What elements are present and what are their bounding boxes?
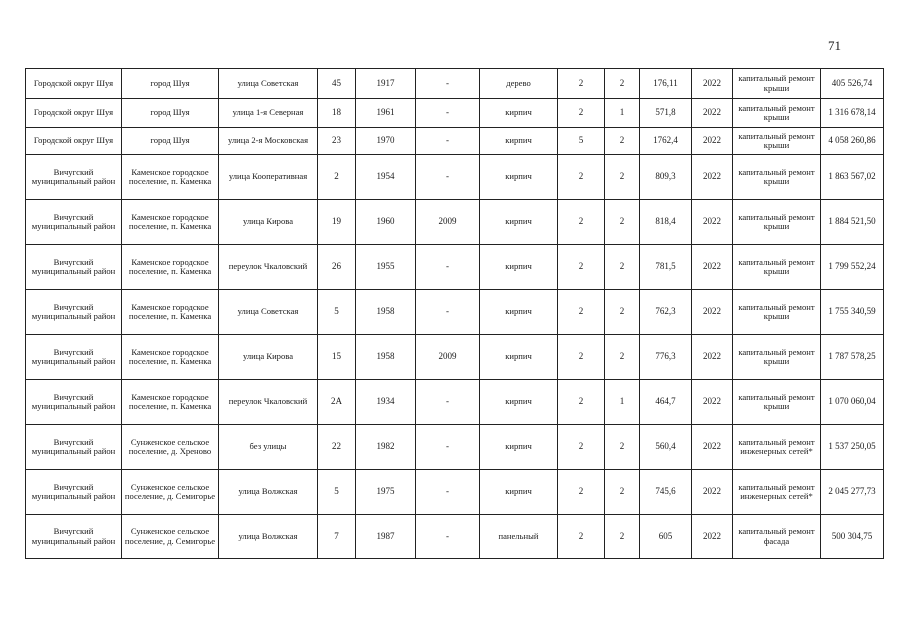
year-renovated-cell: 2009: [416, 335, 480, 380]
floors-cell: 2: [558, 380, 605, 425]
year-renovated-cell: -: [416, 69, 480, 99]
work-type-cell: капитальный ремонт крыши: [733, 380, 821, 425]
year-renovated-cell: -: [416, 380, 480, 425]
wall-material-cell: кирпич: [480, 335, 558, 380]
settlement-cell: город Шуя: [122, 99, 219, 128]
entrances-cell: 2: [605, 128, 640, 155]
municipality-cell: Вичугский муниципальный район: [26, 380, 122, 425]
table-row: [26, 425, 884, 470]
year-built-cell: 1970: [356, 128, 416, 155]
entrances-cell: 2: [605, 245, 640, 290]
municipality-cell: Вичугский муниципальный район: [26, 425, 122, 470]
year-renovated-cell: -: [416, 99, 480, 128]
house-number-cell: 5: [318, 470, 356, 515]
area-cell: 571,8: [640, 99, 692, 128]
area-cell: 818,4: [640, 200, 692, 245]
year-built-cell: 1987: [356, 515, 416, 559]
table-row: [26, 155, 884, 200]
table-row: [26, 470, 884, 515]
table-row: [26, 335, 884, 380]
area-cell: 809,3: [640, 155, 692, 200]
year-renovated-cell: -: [416, 245, 480, 290]
cost-cell: 1 070 060,04: [821, 380, 884, 425]
cost-cell: 1 755 340,59: [821, 290, 884, 335]
work-type-cell: капитальный ремонт фасада: [733, 515, 821, 559]
work-type-cell: капитальный ремонт крыши: [733, 200, 821, 245]
year-renovated-cell: -: [416, 155, 480, 200]
street-cell: улица Советская: [219, 290, 318, 335]
year-built-cell: 1954: [356, 155, 416, 200]
house-number-cell: 18: [318, 99, 356, 128]
year-built-cell: 1958: [356, 335, 416, 380]
table-row: [26, 290, 884, 335]
plan-year-cell: 2022: [692, 335, 733, 380]
plan-year-cell: 2022: [692, 470, 733, 515]
floors-cell: 2: [558, 470, 605, 515]
repair-program-table: [25, 68, 884, 559]
work-type-cell: капитальный ремонт крыши: [733, 290, 821, 335]
settlement-cell: Сунженское сельское поселение, д. Хреново: [122, 425, 219, 470]
cost-cell: 500 304,75: [821, 515, 884, 559]
floors-cell: 2: [558, 99, 605, 128]
wall-material-cell: кирпич: [480, 155, 558, 200]
plan-year-cell: 2022: [692, 425, 733, 470]
year-built-cell: 1982: [356, 425, 416, 470]
year-built-cell: 1961: [356, 99, 416, 128]
year-built-cell: 1960: [356, 200, 416, 245]
house-number-cell: 45: [318, 69, 356, 99]
area-cell: 1762,4: [640, 128, 692, 155]
year-renovated-cell: -: [416, 290, 480, 335]
municipality-cell: Городской округ Шуя: [26, 69, 122, 99]
cost-cell: 1 863 567,02: [821, 155, 884, 200]
street-cell: улица Кирова: [219, 200, 318, 245]
municipality-cell: Вичугский муниципальный район: [26, 335, 122, 380]
plan-year-cell: 2022: [692, 128, 733, 155]
floors-cell: 2: [558, 155, 605, 200]
year-renovated-cell: -: [416, 128, 480, 155]
plan-year-cell: 2022: [692, 99, 733, 128]
work-type-cell: капитальный ремонт инженерных сетей*: [733, 425, 821, 470]
entrances-cell: 1: [605, 380, 640, 425]
work-type-cell: капитальный ремонт крыши: [733, 69, 821, 99]
entrances-cell: 2: [605, 470, 640, 515]
work-type-cell: капитальный ремонт крыши: [733, 155, 821, 200]
house-number-cell: 15: [318, 335, 356, 380]
house-number-cell: 22: [318, 425, 356, 470]
floors-cell: 2: [558, 515, 605, 559]
floors-cell: 2: [558, 69, 605, 99]
plan-year-cell: 2022: [692, 200, 733, 245]
year-built-cell: 1934: [356, 380, 416, 425]
plan-year-cell: 2022: [692, 290, 733, 335]
cost-cell: 1 787 578,25: [821, 335, 884, 380]
settlement-cell: Каменское городское поселение, п. Каменка: [122, 335, 219, 380]
municipality-cell: Вичугский муниципальный район: [26, 515, 122, 559]
municipality-cell: Городской округ Шуя: [26, 99, 122, 128]
entrances-cell: 2: [605, 425, 640, 470]
area-cell: 176,11: [640, 69, 692, 99]
table-row: [26, 245, 884, 290]
house-number-cell: 23: [318, 128, 356, 155]
cost-cell: 2 045 277,73: [821, 470, 884, 515]
house-number-cell: 2: [318, 155, 356, 200]
street-cell: улица 1-я Северная: [219, 99, 318, 128]
page-number: 71: [828, 38, 841, 53]
street-cell: без улицы: [219, 425, 318, 470]
settlement-cell: город Шуя: [122, 69, 219, 99]
entrances-cell: 2: [605, 290, 640, 335]
work-type-cell: капитальный ремонт крыши: [733, 245, 821, 290]
entrances-cell: 2: [605, 515, 640, 559]
municipality-cell: Вичугский муниципальный район: [26, 290, 122, 335]
area-cell: 560,4: [640, 425, 692, 470]
house-number-cell: 2А: [318, 380, 356, 425]
settlement-cell: город Шуя: [122, 128, 219, 155]
year-built-cell: 1975: [356, 470, 416, 515]
settlement-cell: Каменское городское поселение, п. Каменка: [122, 380, 219, 425]
area-cell: 781,5: [640, 245, 692, 290]
table-row: [26, 515, 884, 559]
street-cell: переулок Чкаловский: [219, 245, 318, 290]
cost-cell: 1 537 250,05: [821, 425, 884, 470]
cost-cell: 1 799 552,24: [821, 245, 884, 290]
cost-cell: 405 526,74: [821, 69, 884, 99]
area-cell: 762,3: [640, 290, 692, 335]
year-renovated-cell: -: [416, 470, 480, 515]
plan-year-cell: 2022: [692, 245, 733, 290]
table-row: [26, 128, 884, 155]
settlement-cell: Сунженское сельское поселение, д. Семигорье: [122, 470, 219, 515]
house-number-cell: 7: [318, 515, 356, 559]
floors-cell: 2: [558, 335, 605, 380]
floors-cell: 2: [558, 425, 605, 470]
floors-cell: 2: [558, 290, 605, 335]
municipality-cell: Вичугский муниципальный район: [26, 200, 122, 245]
settlement-cell: Каменское городское поселение, п. Каменка: [122, 155, 219, 200]
cost-cell: 1 884 521,50: [821, 200, 884, 245]
table-row: [26, 99, 884, 128]
work-type-cell: капитальный ремонт крыши: [733, 335, 821, 380]
plan-year-cell: 2022: [692, 69, 733, 99]
street-cell: улица Волжская: [219, 515, 318, 559]
street-cell: улица Кооперативная: [219, 155, 318, 200]
table-row: [26, 69, 884, 99]
plan-year-cell: 2022: [692, 515, 733, 559]
wall-material-cell: кирпич: [480, 99, 558, 128]
area-cell: 605: [640, 515, 692, 559]
year-renovated-cell: -: [416, 425, 480, 470]
year-built-cell: 1955: [356, 245, 416, 290]
settlement-cell: Каменское городское поселение, п. Каменка: [122, 290, 219, 335]
area-cell: 464,7: [640, 380, 692, 425]
street-cell: улица Волжская: [219, 470, 318, 515]
wall-material-cell: панельный: [480, 515, 558, 559]
wall-material-cell: кирпич: [480, 380, 558, 425]
street-cell: улица 2-я Московская: [219, 128, 318, 155]
table-row: [26, 380, 884, 425]
municipality-cell: Вичугский муниципальный район: [26, 470, 122, 515]
floors-cell: 2: [558, 245, 605, 290]
house-number-cell: 5: [318, 290, 356, 335]
wall-material-cell: кирпич: [480, 425, 558, 470]
municipality-cell: Городской округ Шуя: [26, 128, 122, 155]
cost-cell: 4 058 260,86: [821, 128, 884, 155]
street-cell: улица Кирова: [219, 335, 318, 380]
municipality-cell: Вичугский муниципальный район: [26, 245, 122, 290]
wall-material-cell: кирпич: [480, 470, 558, 515]
floors-cell: 2: [558, 200, 605, 245]
entrances-cell: 1: [605, 99, 640, 128]
area-cell: 776,3: [640, 335, 692, 380]
municipality-cell: Вичугский муниципальный район: [26, 155, 122, 200]
area-cell: 745,6: [640, 470, 692, 515]
street-cell: улица Советская: [219, 69, 318, 99]
floors-cell: 5: [558, 128, 605, 155]
work-type-cell: капитальный ремонт крыши: [733, 128, 821, 155]
house-number-cell: 26: [318, 245, 356, 290]
work-type-cell: капитальный ремонт крыши: [733, 99, 821, 128]
year-renovated-cell: -: [416, 515, 480, 559]
settlement-cell: Сунженское сельское поселение, д. Семигорье: [122, 515, 219, 559]
wall-material-cell: кирпич: [480, 245, 558, 290]
house-number-cell: 19: [318, 200, 356, 245]
table-body: [26, 69, 884, 559]
entrances-cell: 2: [605, 69, 640, 99]
entrances-cell: 2: [605, 155, 640, 200]
plan-year-cell: 2022: [692, 155, 733, 200]
wall-material-cell: кирпич: [480, 128, 558, 155]
plan-year-cell: 2022: [692, 380, 733, 425]
wall-material-cell: дерево: [480, 69, 558, 99]
entrances-cell: 2: [605, 335, 640, 380]
year-built-cell: 1917: [356, 69, 416, 99]
year-renovated-cell: 2009: [416, 200, 480, 245]
table-row: [26, 200, 884, 245]
entrances-cell: 2: [605, 200, 640, 245]
settlement-cell: Каменское городское поселение, п. Каменка: [122, 245, 219, 290]
year-built-cell: 1958: [356, 290, 416, 335]
settlement-cell: Каменское городское поселение, п. Каменка: [122, 200, 219, 245]
cost-cell: 1 316 678,14: [821, 99, 884, 128]
street-cell: переулок Чкаловский: [219, 380, 318, 425]
wall-material-cell: кирпич: [480, 200, 558, 245]
wall-material-cell: кирпич: [480, 290, 558, 335]
work-type-cell: капитальный ремонт инженерных сетей*: [733, 470, 821, 515]
